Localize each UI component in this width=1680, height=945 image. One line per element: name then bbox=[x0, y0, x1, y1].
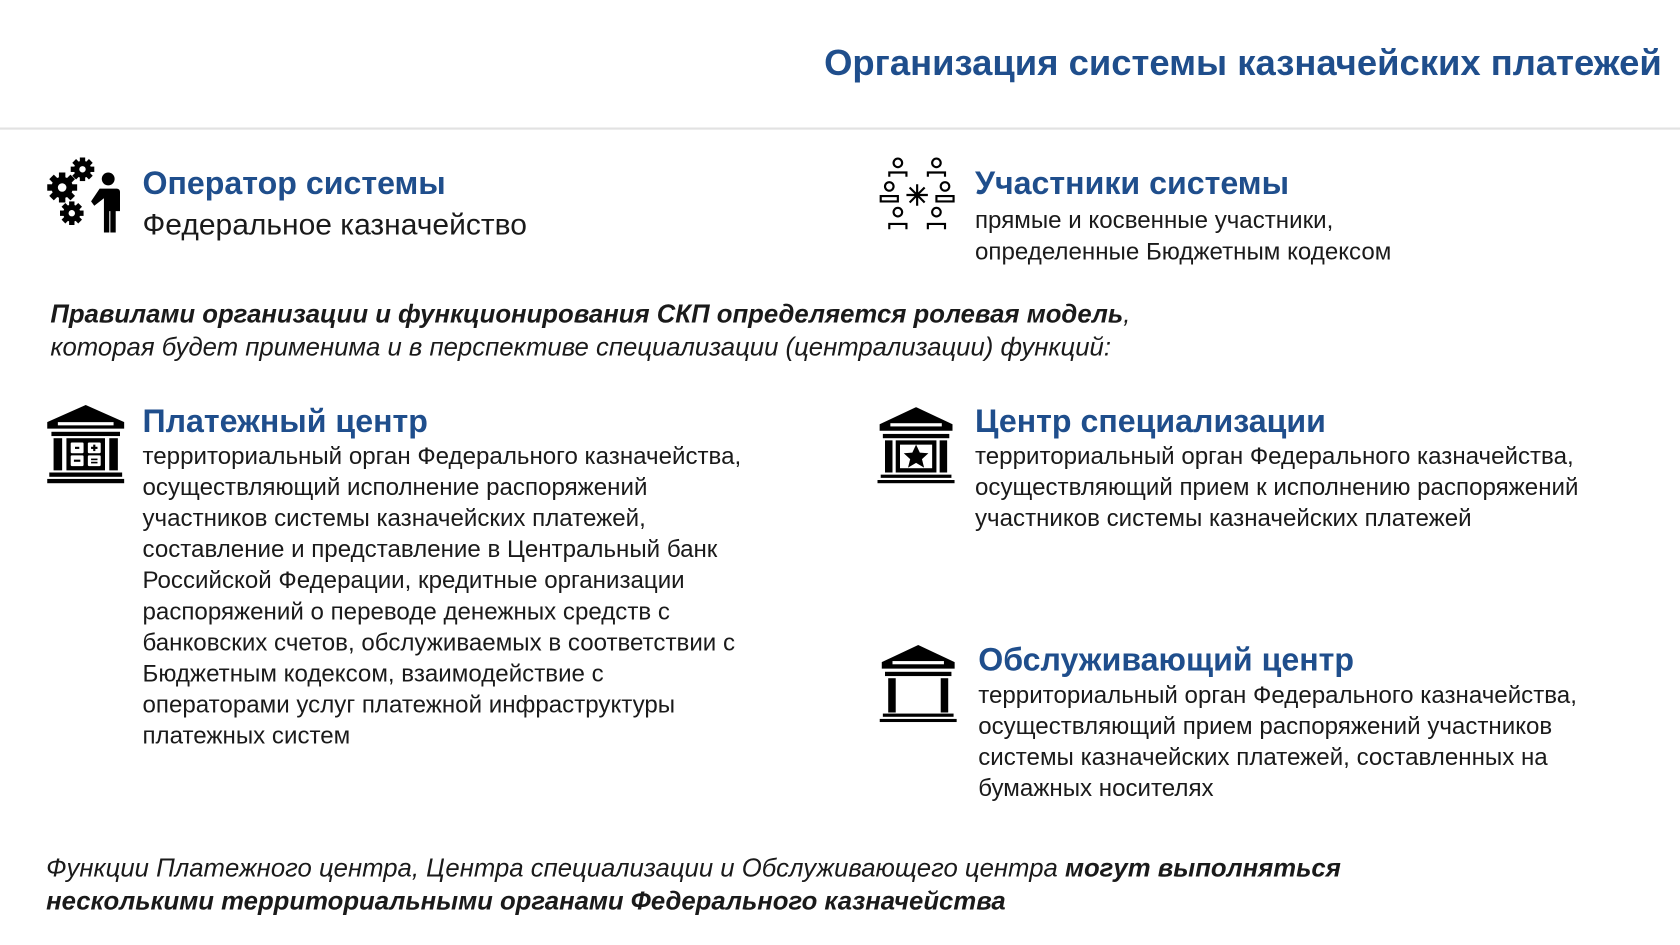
footer-bold-2: несколькими территориальными органами Федерального казначейства bbox=[46, 887, 1006, 917]
participants-text: прямые и косвенные участники, определенные Бюджетным кодексом bbox=[975, 206, 1392, 265]
participants-heading: Участники системы bbox=[975, 166, 1290, 202]
intro-rest: которая будет применима и в перспективе специализации (централизации) функций: bbox=[50, 333, 1112, 363]
payment-center-heading: Платежный центр bbox=[142, 403, 428, 440]
payment-center-text: территориальный орган Федерального казначейства, осуществляющий исполнение распоряжений участников системы казначейских платежей, составление и представление в Центральный банк Российской Федерации, кредитные организации распоряжений о переводе денежных средств с банковских счетов, обслуживаемых в соответствии с Бюджетным кодексом, взаимодействие с операторами услуг платежной инфраструктуры платежных систем bbox=[142, 442, 742, 749]
specialization-center-heading: Центр специализации bbox=[975, 403, 1326, 440]
footer-italic: Функции Платежного центра, Центра специализации и Обслуживающего центра bbox=[46, 853, 1065, 883]
participants-block bbox=[975, 166, 1391, 267]
operator-heading: Оператор системы bbox=[142, 166, 446, 202]
bank-star-icon bbox=[878, 407, 955, 484]
specialization-center-block bbox=[975, 404, 1578, 534]
payment-center-block bbox=[143, 404, 742, 751]
header-divider bbox=[0, 128, 1680, 130]
bank-columns-icon bbox=[880, 645, 957, 722]
service-center-block bbox=[978, 643, 1577, 804]
specialization-center-text: территориальный орган Федерального казначейства, осуществляющий прием к исполнению распоряжений участников системы казначейских платежей bbox=[975, 442, 1579, 532]
operator-block bbox=[143, 166, 527, 243]
operator-value: Федеральное казначейство bbox=[142, 207, 527, 242]
intro-comma: , bbox=[1123, 300, 1131, 329]
bank-calculator-icon bbox=[47, 405, 124, 484]
footer-bold-1: могут выполняться bbox=[1064, 853, 1341, 883]
page-title: Организация системы казначейских платежей bbox=[824, 42, 1662, 84]
network-people-icon bbox=[876, 156, 957, 233]
service-center-text: территориальный орган Федерального казначейства, осуществляющий прием распоряжений участников системы казначейских платежей, составленных на бумажных носителях bbox=[978, 681, 1577, 802]
gears-person-icon bbox=[47, 156, 124, 235]
footer-note bbox=[46, 852, 1341, 918]
service-center-heading: Обслуживающий центр bbox=[978, 642, 1355, 679]
intro-bold: Правилами организации и функционирования СКП определяется ролевая модель bbox=[50, 300, 1124, 329]
role-model-intro bbox=[50, 298, 1130, 364]
